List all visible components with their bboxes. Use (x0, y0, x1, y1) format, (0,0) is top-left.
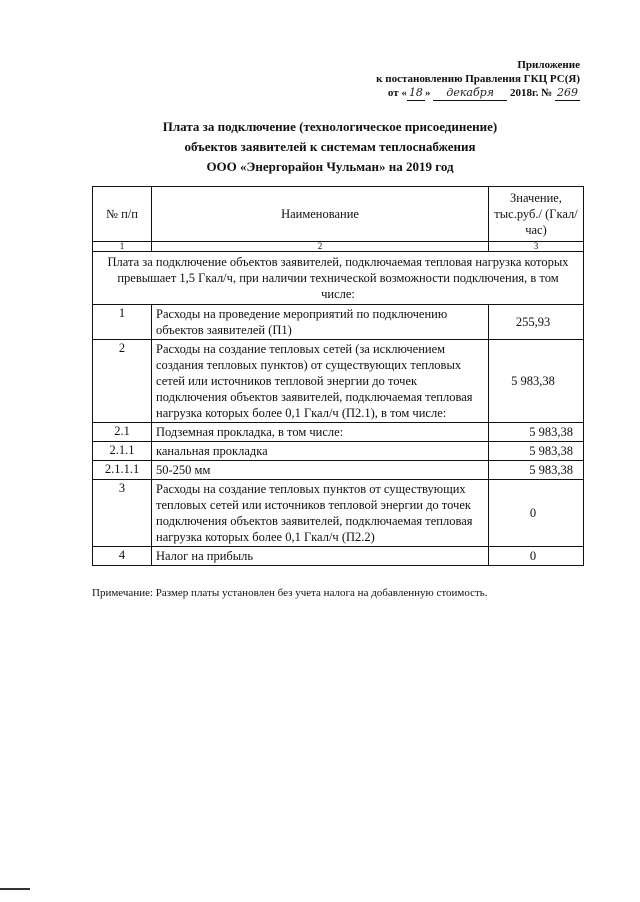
table-header-row (93, 187, 584, 242)
table-row (93, 423, 584, 442)
row-value: 5 983,38 (489, 423, 584, 442)
fee-table (92, 186, 584, 566)
row-number: 4 (93, 547, 152, 566)
document-title: Плата за подключение (технологическое присоединение) объектов заявителей к системам теплоснабжения ООО «Энергорайон Чульман» на 2019 год (162, 119, 498, 174)
row-name: 50-250 мм (152, 461, 489, 480)
row-value: 5 983,38 (489, 340, 584, 423)
handwritten-day: 18 (408, 86, 423, 99)
column-index-row: 1 2 3 (93, 242, 584, 252)
table-row (93, 480, 584, 547)
table-row (93, 305, 584, 340)
row-name: Расходы на создание тепловых сетей (за исключением создания тепловых пунктов) от существующих тепловых сетей или источников тепловой энергии до точек подключения объектов заявителей, подключаемая тепловая нагрузка которых более 0,1 Гкал/ч (П2.1), в том числе: (152, 340, 489, 423)
row-number: 3 (93, 480, 152, 547)
appendix-title: Приложение (517, 59, 580, 71)
row-value: 0 (489, 547, 584, 566)
appendix-date-line: от « 18 » декабря 2018г. № 269 (387, 86, 578, 99)
row-number: 2.1.1 (93, 442, 152, 461)
row-name: Налог на прибыль (152, 547, 489, 566)
footnote: Примечание: Размер платы установлен без учета налога на добавленную стоимость. (92, 587, 488, 599)
col-header-number: № п/п (93, 187, 152, 242)
row-value: 255,93 (489, 305, 584, 340)
row-name: Расходы на проведение мероприятий по подключению объектов заявителей (П1) (152, 305, 489, 340)
row-number: 1 (93, 305, 152, 340)
section-row (93, 252, 584, 305)
appendix-resolution: к постановлению Правления ГКЦ РС(Я) (376, 73, 580, 85)
row-name: канальная прокладка (152, 442, 489, 461)
table-row (93, 442, 584, 461)
section-label: Плата за подключение объектов заявителей, подключаемая тепловая нагрузка которых превышает 1,5 Гкал/ч, при наличии технической возможности подключения, в том числе: (93, 252, 584, 305)
col-header-value: Значение, тыс.руб./ (Гкал/час) (489, 187, 584, 242)
row-number: 2 (93, 340, 152, 423)
table-row (93, 547, 584, 566)
table-row (93, 461, 584, 480)
row-number: 2.1.1.1 (93, 461, 152, 480)
handwritten-number: 269 (557, 86, 578, 99)
handwritten-month: декабря (433, 86, 507, 101)
row-number: 2.1 (93, 423, 152, 442)
row-name: Расходы на создание тепловых пунктов от существующих тепловых сетей или источников тепловой энергии до точек подключения объектов заявителей, подключаемая тепловая нагрузка которых более 0,1 Гкал/ч (П2.2) (152, 480, 489, 547)
appendix-header (376, 58, 580, 101)
row-name: Подземная прокладка, в том числе: (152, 423, 489, 442)
row-value: 0 (489, 480, 584, 547)
scan-edge-mark (0, 888, 30, 890)
table-row (93, 340, 584, 423)
col-header-name: Наименование (152, 187, 489, 242)
row-value: 5 983,38 (489, 442, 584, 461)
row-value: 5 983,38 (489, 461, 584, 480)
